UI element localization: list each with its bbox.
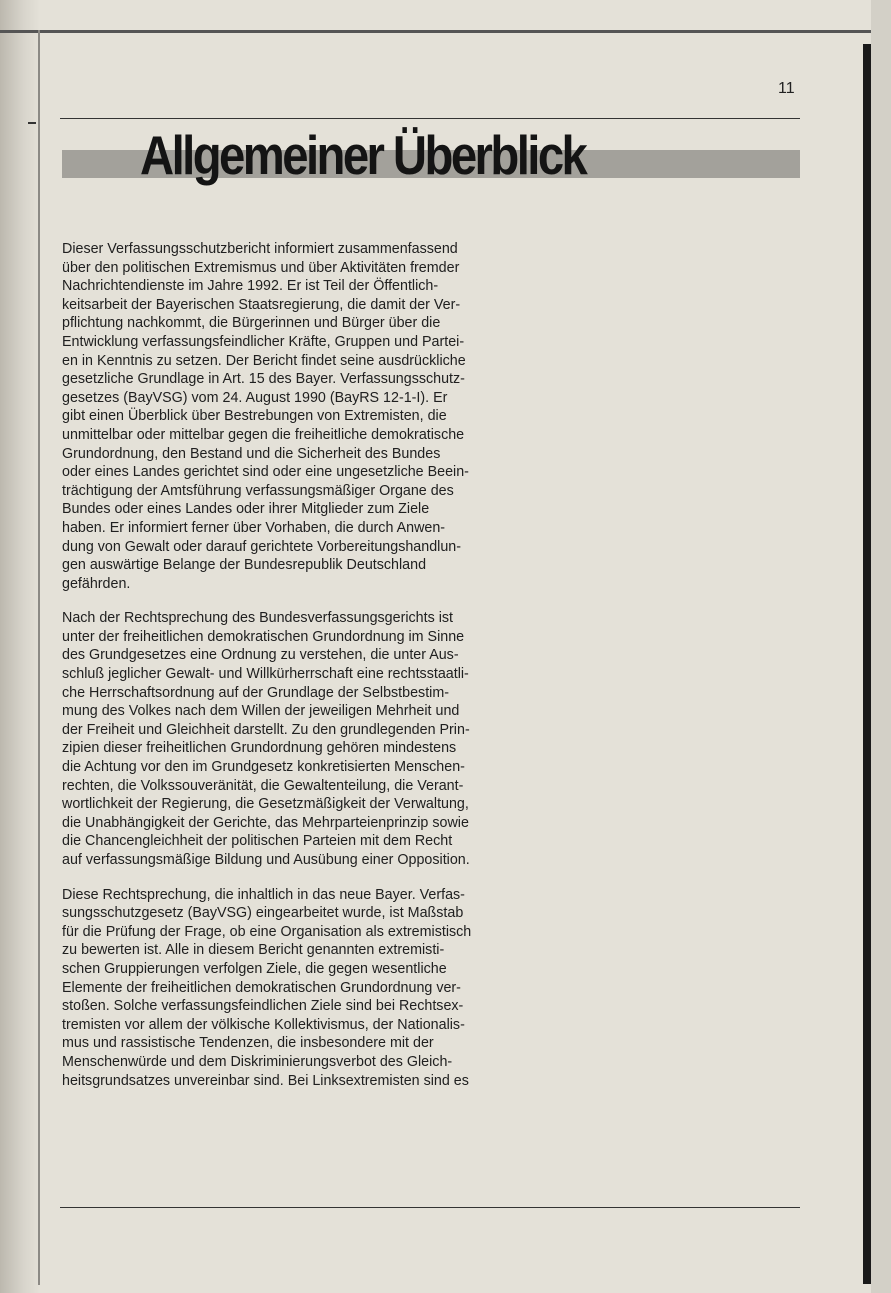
page-right-edge bbox=[863, 44, 871, 1284]
text-line: Elemente der freiheitlichen demokratischen Grundordnung ver- bbox=[62, 979, 461, 996]
text-line: zu bewerten ist. Alle in diesem Bericht genannten extremisti- bbox=[62, 942, 445, 959]
text-line: keitsarbeit der Bayerischen Staatsregierung, die damit der Ver- bbox=[62, 296, 461, 313]
paragraph bbox=[62, 609, 610, 869]
text-line: rechten, die Volkssouveränität, die Gewaltenteilung, die Verant- bbox=[62, 777, 464, 794]
text-line: haben. Er informiert ferner über Vorhaben, die durch Anwen- bbox=[62, 519, 446, 536]
scan-top-border bbox=[0, 30, 891, 33]
text-line: Nachrichtendienste im Jahre 1992. Er ist Teil der Öffentlich- bbox=[62, 278, 439, 295]
footer-rule bbox=[60, 1207, 800, 1208]
text-line: schen Gruppierungen verfolgen Ziele, die gegen wesentliche bbox=[62, 960, 447, 977]
text-line: heitsgrundsatzes unvereinbar sind. Bei Linksextremisten sind es bbox=[62, 1072, 469, 1089]
text-line: gen auswärtige Belange der Bundesrepublik Deutschland bbox=[62, 557, 427, 574]
text-line: gesetzliche Grundlage in Art. 15 des Bayer. Verfassungsschutz- bbox=[62, 371, 465, 388]
text-line: zipien dieser freiheitlichen Grundordnung gehören mindestens bbox=[62, 740, 457, 757]
text-line: mung des Volkes nach dem Willen der jeweiligen Mehrheit und bbox=[62, 703, 460, 720]
text-line: schluß jeglicher Gewalt- und Willkürherrschaft eine rechtsstaatli- bbox=[62, 666, 469, 683]
text-line: mus und rassistische Tendenzen, die insbesondere mit der bbox=[62, 1035, 434, 1052]
text-line: die Achtung vor den im Grundgesetz konkretisierten Menschen- bbox=[62, 759, 465, 776]
text-line: en in Kenntnis zu setzen. Der Bericht findet seine ausdrückliche bbox=[62, 352, 466, 369]
text-line: trächtigung der Amtsführung verfassungsmäßiger Organe des bbox=[62, 482, 454, 499]
header-rule bbox=[60, 118, 800, 119]
text-line: gibt einen Überblick über Bestrebungen von Extremisten, die bbox=[62, 408, 447, 425]
text-line: Grundordnung, den Bestand und die Sicherheit des Bundes bbox=[62, 445, 441, 462]
page-title: Allgemeiner Überblick bbox=[140, 124, 586, 186]
text-line: Menschenwürde und dem Diskriminierungsverbot des Gleich- bbox=[62, 1053, 453, 1070]
text-line: dung von Gewalt oder darauf gerichtete Vorbereitungshandlun- bbox=[62, 538, 461, 555]
text-line: über den politischen Extremismus und über Aktivitäten fremder bbox=[62, 259, 460, 276]
text-line: die Chancengleichheit der politischen Parteien mit dem Recht bbox=[62, 833, 453, 850]
text-line: der Freiheit und Gleichheit darstellt. Zu den grundlegenden Prin- bbox=[62, 721, 470, 738]
text-line: gesetzes (BayVSG) vom 24. August 1990 (BayRS 12-1-I). Er bbox=[62, 389, 448, 406]
text-line: des Grundgesetzes eine Ordnung zu verstehen, die unter Aus- bbox=[62, 647, 459, 664]
text-line: für die Prüfung der Frage, ob eine Organisation als extremistisch bbox=[62, 923, 472, 940]
paragraph bbox=[62, 886, 610, 1091]
page-gutter-shadow bbox=[0, 0, 40, 1293]
text-line: wortlichkeit der Regierung, die Gesetzmäßigkeit der Verwaltung, bbox=[62, 796, 469, 813]
text-line: Dieser Verfassungsschutzbericht informiert zusammenfassend bbox=[62, 241, 458, 257]
text-line: oder eines Landes gerichtet sind oder eine ungesetzliche Beein- bbox=[62, 464, 469, 481]
text-line: che Herrschaftsordnung auf der Grundlage der Selbstbestim- bbox=[62, 684, 450, 701]
text-line: stoßen. Solche verfassungsfeindlichen Ziele sind bei Rechtsex- bbox=[62, 998, 464, 1015]
body-text bbox=[62, 240, 610, 1106]
scan-right-margin bbox=[871, 0, 891, 1293]
text-line: gefährden. bbox=[62, 575, 131, 592]
text-line: die Unabhängigkeit der Gerichte, das Mehrparteienprinzip sowie bbox=[62, 814, 469, 831]
text-line: unter der freiheitlichen demokratischen Grundordnung im Sinne bbox=[62, 628, 465, 645]
paragraph bbox=[62, 240, 610, 593]
text-line: pflichtung nachkommt, die Bürgerinnen und Bürger über die bbox=[62, 315, 441, 332]
text-line: Bundes oder eines Landes oder ihrer Mitglieder zum Ziele bbox=[62, 501, 430, 518]
page-left-edge bbox=[38, 30, 40, 1285]
text-line: Diese Rechtsprechung, die inhaltlich in das neue Bayer. Verfas- bbox=[62, 886, 465, 903]
text-line: sungsschutzgesetz (BayVSG) eingearbeitet wurde, ist Maßstab bbox=[62, 905, 464, 922]
text-line: Entwicklung verfassungsfeindlicher Kräfte, Gruppen und Partei- bbox=[62, 333, 465, 350]
text-line: unmittelbar oder mittelbar gegen die freiheitliche demokratische bbox=[62, 426, 465, 443]
text-line: Nach der Rechtsprechung des Bundesverfassungsgerichts ist bbox=[62, 610, 453, 627]
text-line: tremisten vor allem der völkische Kollektivismus, der Nationalis- bbox=[62, 1016, 465, 1033]
text-line: auf verfassungsmäßige Bildung und Ausübung einer Opposition. bbox=[62, 852, 470, 868]
margin-tick-mark bbox=[28, 122, 36, 124]
page-number: 11 bbox=[778, 80, 795, 97]
